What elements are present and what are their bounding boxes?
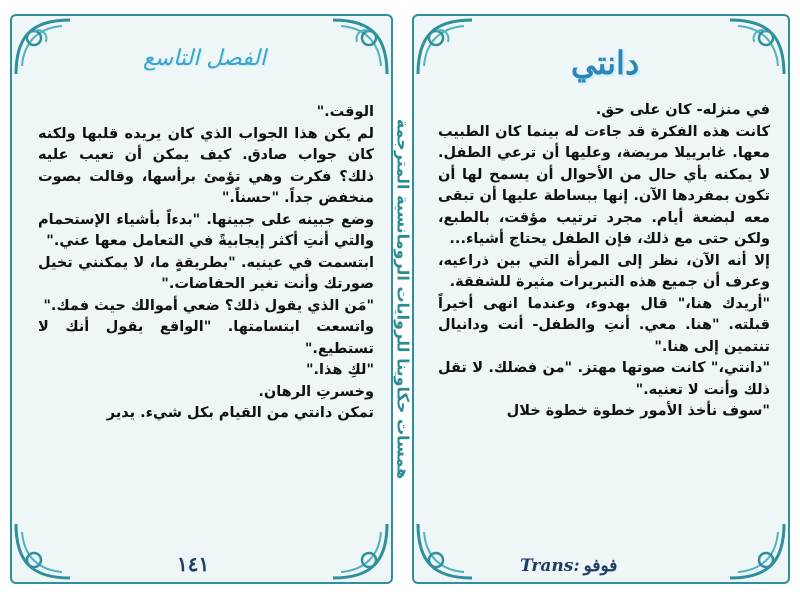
translator-credit bbox=[520, 556, 617, 576]
paragraph: إلا أنه الآن، نظر إلى المرأة التي بين ذراعيه، وعرف أن جميع هذه التبريرات مثيرة للشفقة. bbox=[438, 252, 770, 290]
chapter-title: الفصل التاسع bbox=[143, 46, 266, 71]
paragraph: في منزله- كان على حق. bbox=[595, 102, 770, 118]
paragraph: واتسعت ابتسامتها. "الواقع يقول أنك لا تستطيع." bbox=[38, 319, 374, 357]
paragraph: ابتسمت في عينيه. "بطريقةٍ ما، لا يمكنني تخيل صورتك وأنت تغير الحفاضات." bbox=[38, 254, 374, 292]
right-page-text bbox=[438, 100, 770, 423]
left-page-text bbox=[38, 102, 374, 425]
ornament-corner-icon bbox=[726, 16, 788, 78]
right-page bbox=[412, 14, 790, 584]
paragraph: "سوف نأخذ الأمور خطوة خطوة خلال bbox=[506, 403, 770, 419]
paragraph: "لكِ هذا." bbox=[305, 362, 374, 378]
left-page bbox=[10, 14, 393, 584]
ornament-corner-icon bbox=[726, 520, 788, 582]
paragraph: "دانتي،" كانت صوتها مهتز. "من فضلك. لا تقل ذلك وأنت لا تعنيه." bbox=[438, 360, 770, 398]
page-title: دانتي bbox=[570, 44, 640, 82]
translator-name: فوفو bbox=[583, 556, 618, 576]
ornament-corner-icon bbox=[12, 520, 74, 582]
paragraph: الوقت." bbox=[316, 104, 374, 120]
ornament-corner-icon bbox=[329, 16, 391, 78]
ornament-corner-icon bbox=[414, 16, 476, 78]
ornament-corner-icon bbox=[414, 520, 476, 582]
ornament-corner-icon bbox=[12, 16, 74, 78]
paragraph: وخسرتِ الرهان. bbox=[258, 383, 374, 400]
trans-label: Trans: bbox=[520, 556, 580, 576]
paragraph: تمكن دانتي من القيام بكل شيء. يدير bbox=[106, 405, 374, 421]
paragraph: وضع جبينه على جبينها. "بدءاً بأشياء الإستحمام والتي أنتِ أكثر إيجابيةً في التعامل معها عني." bbox=[38, 211, 374, 249]
page-number: ١٤١ bbox=[177, 552, 210, 576]
ornament-corner-icon bbox=[329, 520, 391, 582]
paragraph: لم يكن هذا الجواب الذي كان يريده قلبها ولكنه كان جواب صادق. كيف يمكن أن تعيب عليه ذلك؟ فكرت وهي تؤمئ برأسها، وقالت بصوت منخفض جداً. "حسناً." bbox=[38, 125, 374, 206]
paragraph: "مَن الذي يقول ذلك؟ ضعي أموالك حيث فمك." bbox=[43, 297, 374, 314]
spine-text: همسات حكاوينا للروايات الرومانسية المترجمة bbox=[393, 118, 412, 480]
paragraph: كانت هذه الفكرة قد جاءت له بينما كان الطبيب معها. غابرييلا مريضة، وعليها أن ترعي الطفل. لا يمكنه بأي حال من الأحوال أن يسمح لها أن تكون بمفردها الآن. إنها ببساطة عليها أن تبقى معه لبضعة أيام. مجرد ترتيب مؤقت، بالطبع، ولكن حتى مع ذلك، فإن الطفل يحتاج أشياء... bbox=[438, 123, 770, 247]
book-spine bbox=[392, 14, 413, 584]
paragraph: "أريدك هنا،" قال بهدوء، وعندما انهى أخيراً قبلته. "هنا. معي. أنتِ والطفل- أنت ودانيال تنتمين إلى هنا." bbox=[438, 295, 770, 355]
